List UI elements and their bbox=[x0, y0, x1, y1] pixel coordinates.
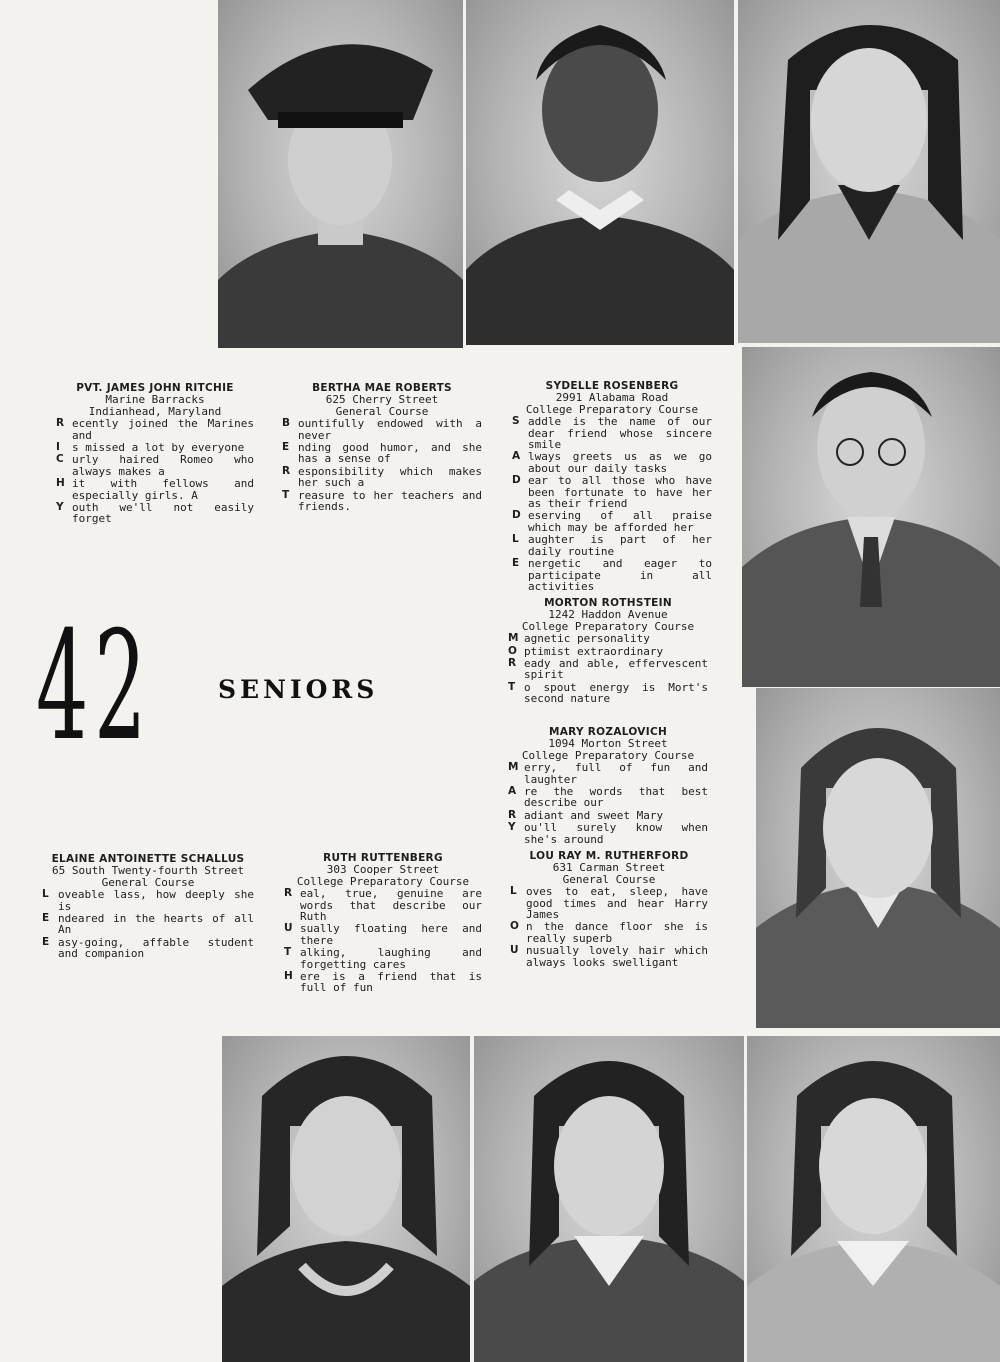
acrostic-text: o spout energy is Mort's second nature bbox=[524, 680, 708, 706]
student-entry-ruttenberg bbox=[284, 853, 482, 994]
acrostic-line bbox=[284, 888, 482, 922]
acrostic-letter: M bbox=[508, 632, 519, 645]
acrostic-letter: A bbox=[512, 450, 521, 463]
acrostic-text: it with fellows and especially girls. A bbox=[72, 477, 254, 502]
acrostic-text: ptimist extraordinary bbox=[524, 644, 664, 658]
acrostic-letter: E bbox=[282, 441, 290, 454]
student-name: MARY ROZALOVICH bbox=[548, 726, 668, 738]
acrostic-line bbox=[512, 510, 712, 533]
student-info-line: Marine Barracks bbox=[105, 393, 205, 407]
student-entry-rothstein bbox=[508, 598, 708, 705]
acrostic-letter: S bbox=[512, 415, 520, 428]
acrostic-line bbox=[512, 451, 712, 474]
acrostic-line bbox=[508, 762, 708, 785]
page-number: 42 bbox=[36, 600, 152, 774]
student-info-line: 65 South Twenty-fourth Street bbox=[51, 864, 245, 878]
student-entry-schallus bbox=[42, 854, 254, 960]
acrostic-text: ear to all those who have been fortunate to have her as their friend bbox=[528, 474, 712, 511]
acrostic-letter: D bbox=[512, 509, 521, 522]
student-info-line: General Course bbox=[335, 404, 429, 418]
acrostic-letter: B bbox=[282, 417, 291, 430]
student-entry-rutherford bbox=[510, 851, 708, 968]
portrait-photo-roberts bbox=[466, 0, 734, 345]
acrostic-line bbox=[56, 478, 254, 501]
acrostic-line bbox=[282, 418, 482, 441]
acrostic-letter: L bbox=[510, 885, 517, 898]
student-name: BERTHA MAE ROBERTS bbox=[312, 382, 452, 394]
student-entry-rozalovich bbox=[508, 727, 708, 845]
acrostic-letter: C bbox=[56, 453, 64, 466]
acrostic-line bbox=[510, 945, 708, 968]
acrostic-letter: E bbox=[42, 935, 50, 948]
acrostic-text: nusually lovely hair which always looks swelligant bbox=[526, 944, 708, 969]
acrostic-text: ountifully endowed with a never bbox=[298, 417, 482, 442]
acrostic-line bbox=[508, 810, 708, 821]
acrostic-letter: M bbox=[508, 761, 519, 774]
student-entry-rosenberg bbox=[512, 381, 712, 592]
student-name: MORTON ROTHSTEIN bbox=[544, 597, 672, 609]
student-name: SYDELLE ROSENBERG bbox=[545, 380, 679, 392]
acrostic-text: agnetic personality bbox=[524, 632, 650, 646]
acrostic-letter: R bbox=[284, 887, 293, 900]
acrostic-line bbox=[42, 889, 254, 912]
acrostic-text: nding good humor, and she has a sense of bbox=[298, 441, 482, 466]
acrostic-text: sually floating here and there bbox=[300, 922, 482, 947]
acrostic-letter: O bbox=[510, 920, 519, 933]
acrostic-line bbox=[512, 416, 712, 450]
student-entry-ritchie bbox=[56, 383, 254, 525]
acrostic-line bbox=[282, 466, 482, 489]
acrostic-text: ere is a friend that is full of fun bbox=[300, 970, 482, 995]
acrostic-line bbox=[284, 923, 482, 946]
acrostic-line bbox=[508, 658, 708, 681]
acrostic-text: esponsibility which makes her such a bbox=[298, 464, 482, 490]
acrostic-line bbox=[284, 947, 482, 970]
acrostic-line bbox=[56, 418, 254, 441]
acrostic-text: eal, true, genuine are words that describe our Ruth bbox=[300, 887, 482, 924]
acrostic-letter: U bbox=[284, 922, 293, 935]
student-info-line: 2991 Alabama Road bbox=[555, 391, 669, 405]
student-info-line: 303 Cooper Street bbox=[326, 863, 440, 877]
acrostic-text: oveable lass, how deeply she is bbox=[58, 888, 254, 913]
acrostic-text: n the dance floor she is really superb bbox=[526, 920, 708, 945]
acrostic-text: addle is the name of our dear friend whose sincere smile bbox=[528, 415, 712, 452]
acrostic-text: alking, laughing and forgetting cares bbox=[300, 946, 482, 971]
portrait-photo-ruttenberg bbox=[474, 1036, 744, 1362]
acrostic-letter: O bbox=[508, 644, 517, 657]
acrostic-line bbox=[510, 921, 708, 944]
acrostic-text: adiant and sweet Mary bbox=[524, 808, 664, 822]
acrostic-letter: I bbox=[56, 441, 60, 454]
acrostic-line bbox=[512, 534, 712, 557]
student-entry-roberts bbox=[282, 383, 482, 512]
student-name: RUTH RUTTENBERG bbox=[323, 852, 443, 864]
acrostic-letter: E bbox=[42, 912, 50, 925]
acrostic-line bbox=[56, 454, 254, 477]
acrostic-letter: Y bbox=[508, 821, 516, 834]
student-name: LOU RAY M. RUTHERFORD bbox=[529, 850, 689, 862]
acrostic-line bbox=[512, 558, 712, 592]
acrostic-text: reasure to her teachers and friends. bbox=[298, 488, 482, 514]
acrostic-letter: A bbox=[508, 785, 517, 798]
acrostic-line bbox=[508, 786, 708, 809]
acrostic-letter: R bbox=[56, 417, 65, 430]
acrostic-line bbox=[42, 913, 254, 936]
acrostic-text: erry, full of fun and laughter bbox=[524, 761, 708, 786]
acrostic-letter: R bbox=[508, 808, 517, 821]
student-info-line: 1242 Haddon Avenue bbox=[548, 608, 668, 622]
acrostic-text: nergetic and eager to participate in all activities bbox=[528, 557, 712, 593]
acrostic-line bbox=[510, 886, 708, 920]
acrostic-line bbox=[284, 971, 482, 994]
portrait-photo-rozalovich bbox=[756, 688, 1000, 1028]
acrostic-line bbox=[282, 442, 482, 465]
student-info-line: College Preparatory Course bbox=[521, 619, 695, 633]
acrostic-letter: Y bbox=[56, 501, 64, 514]
acrostic-line bbox=[508, 822, 708, 845]
acrostic-text: aughter is part of her daily routine bbox=[528, 533, 712, 558]
portrait-photo-schallus bbox=[222, 1036, 470, 1362]
acrostic-text: ndeared in the hearts of all An bbox=[58, 912, 254, 937]
acrostic-text: ou'll surely know when she's around bbox=[524, 821, 708, 846]
portrait-photo-rutherford bbox=[747, 1036, 1000, 1362]
portrait-photo-rothstein bbox=[742, 347, 1000, 687]
acrostic-line bbox=[508, 646, 708, 657]
acrostic-line bbox=[508, 633, 708, 644]
acrostic-line bbox=[508, 682, 708, 705]
student-name: ELAINE ANTOINETTE SCHALLUS bbox=[51, 853, 245, 865]
student-info-line: General Course bbox=[562, 872, 656, 886]
acrostic-letter: L bbox=[512, 533, 519, 546]
acrostic-line bbox=[56, 442, 254, 453]
acrostic-text: eserving of all praise which may be afforded her bbox=[528, 509, 712, 534]
student-info-line: General Course bbox=[101, 875, 195, 889]
acrostic-text: oves to eat, sleep, have good times and hear Harry James bbox=[526, 885, 708, 922]
acrostic-text: s missed a lot by everyone bbox=[72, 441, 245, 455]
acrostic-text: lways greets us as we go about our daily tasks bbox=[528, 450, 712, 475]
student-info-line: College Preparatory Course bbox=[521, 748, 695, 762]
acrostic-text: eady and able, effervescent spirit bbox=[524, 657, 708, 682]
acrostic-text: urly haired Romeo who always makes a bbox=[72, 453, 254, 478]
acrostic-letter: H bbox=[56, 477, 65, 490]
acrostic-letter: D bbox=[512, 474, 521, 487]
acrostic-text: asy-going, affable student and companion bbox=[58, 935, 254, 961]
acrostic-letter: R bbox=[508, 657, 517, 670]
student-info-line: College Preparatory Course bbox=[525, 402, 699, 416]
acrostic-line bbox=[282, 490, 482, 513]
acrostic-letter: L bbox=[42, 888, 49, 901]
acrostic-line bbox=[56, 502, 254, 525]
student-name: PVT. JAMES JOHN RITCHIE bbox=[76, 382, 234, 394]
acrostic-letter: H bbox=[284, 970, 293, 983]
student-info-line: Indianhead, Maryland bbox=[88, 404, 222, 418]
acrostic-letter: U bbox=[510, 944, 519, 957]
portrait-photo-rosenberg bbox=[738, 0, 1000, 343]
acrostic-text: ecently joined the Marines and bbox=[72, 417, 254, 442]
acrostic-letter: T bbox=[282, 488, 290, 501]
acrostic-text: outh we'll not easily forget bbox=[72, 501, 254, 526]
portrait-photo-ritchie bbox=[218, 0, 463, 348]
acrostic-line bbox=[42, 937, 254, 960]
section-title: SENIORS bbox=[218, 675, 379, 704]
acrostic-letter: T bbox=[508, 680, 516, 693]
acrostic-line bbox=[512, 475, 712, 509]
acrostic-letter: E bbox=[512, 557, 520, 570]
student-info-line: 631 Carman Street bbox=[552, 861, 666, 875]
acrostic-letter: T bbox=[284, 946, 292, 959]
student-info-line: 1094 Morton Street bbox=[548, 737, 668, 751]
student-info-line: 625 Cherry Street bbox=[325, 393, 439, 407]
student-info-line: College Preparatory Course bbox=[296, 874, 470, 888]
acrostic-letter: R bbox=[282, 464, 291, 477]
acrostic-text: re the words that best describe our bbox=[524, 785, 708, 810]
